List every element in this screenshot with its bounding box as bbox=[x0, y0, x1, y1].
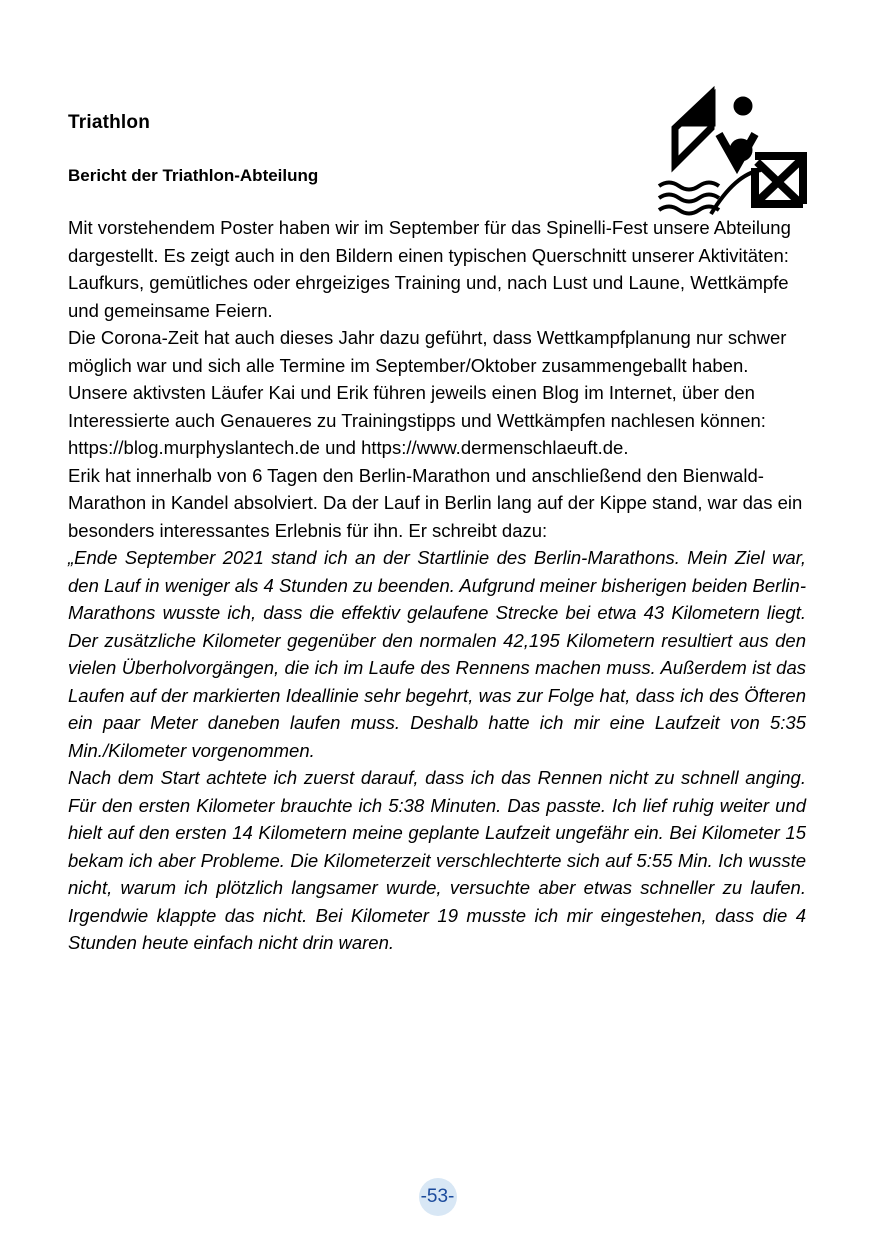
paragraph: Mit vorstehendem Poster haben wir im September für das Spinelli-Fest unsere Abteilung dargestellt. Es zeigt auch in den Bildern einen typischen Querschnitt unserer Aktivitäten: Laufkurs, gemütliches oder ehrgeiziges Training und, nach Lust und Laune, Wettkämpfe und gemeinsame Feiern. bbox=[68, 217, 791, 321]
paragraph: Die Corona-Zeit hat auch dieses Jahr dazu geführt, dass Wettkampfplanung nur schwer möglich war und sich alle Termine im September/Oktober zusammengeballt haben. Unsere aktivsten Läufer Kai und Erik führen jeweils einen Blog im Internet, über den Interessierte auch Genaueres zu Trainingstipps und Wettkämpfen nachlesen können: https://blog.murphyslantech.de und https://www.dermenschlaeuft.de. bbox=[68, 327, 787, 458]
quote-paragraph: „Ende September 2021 stand ich an der Startlinie des Berlin-Marathons. Mein Ziel war, den Lauf in weniger als 4 Stunden zu beenden. Aufgrund meiner bisherigen beiden Berlin-Marathons wusste ich, dass die effektiv gelaufene Strecke bei etwa 43 Kilometern liegt. Der zusätzliche Kilometer gegenüber den normalen 42,195 Kilometern resultiert aus den vielen Überholvorgängen, die ich im Laufe des Rennens machen muss. Außerdem ist das Laufen auf der markierten Ideallinie sehr begehrt, was zur Folge hat, dass ich des Öfteren ein paar Meter daneben laufen muss. Deshalb hatte ich mir eine Laufzeit von 5:35 Min./Kilometer vorgenommen. bbox=[68, 547, 806, 761]
paragraph: Erik hat innerhalb von 6 Tagen den Berlin-Marathon und anschließend den Bienwald-Marathon in Kandel absolviert. Da der Lauf in Berlin lang auf der Kippe stand, war das ein besonders interessantes Erlebnis für ihn. Er schreibt dazu: bbox=[68, 464, 803, 541]
quote-paragraph: Nach dem Start achtete ich zuerst darauf, dass ich das Rennen nicht zu schnell anging. Für den ersten Kilometer brauchte ich 5:38 Minuten. Das passte. Ich lief ruhig weiter und hielt auf den ersten 14 Kilometern meine geplante Laufzeit ungefähr ein. Bei Kilometer 15 bekam ich aber Probleme. Die Kilometerzeit verschlechterte sich auf 5:55 Min. Ich wusste nicht, warum ich plötzlich langsamer wurde, versuchte aber etwas schneller zu laufen. Irgendwie klappte das nicht. Bei Kilometer 19 musste ich mir eingestehen, dass die 4 Stunden heute einfach nicht drin waren. bbox=[68, 767, 806, 953]
page-footer bbox=[0, 1178, 875, 1216]
article-body bbox=[68, 214, 806, 957]
page-number: -53- bbox=[419, 1178, 457, 1216]
article-content bbox=[68, 112, 806, 957]
article-subtitle: Bericht der Triathlon-Abteilung bbox=[68, 166, 319, 185]
page-title: Triathlon bbox=[68, 112, 151, 133]
